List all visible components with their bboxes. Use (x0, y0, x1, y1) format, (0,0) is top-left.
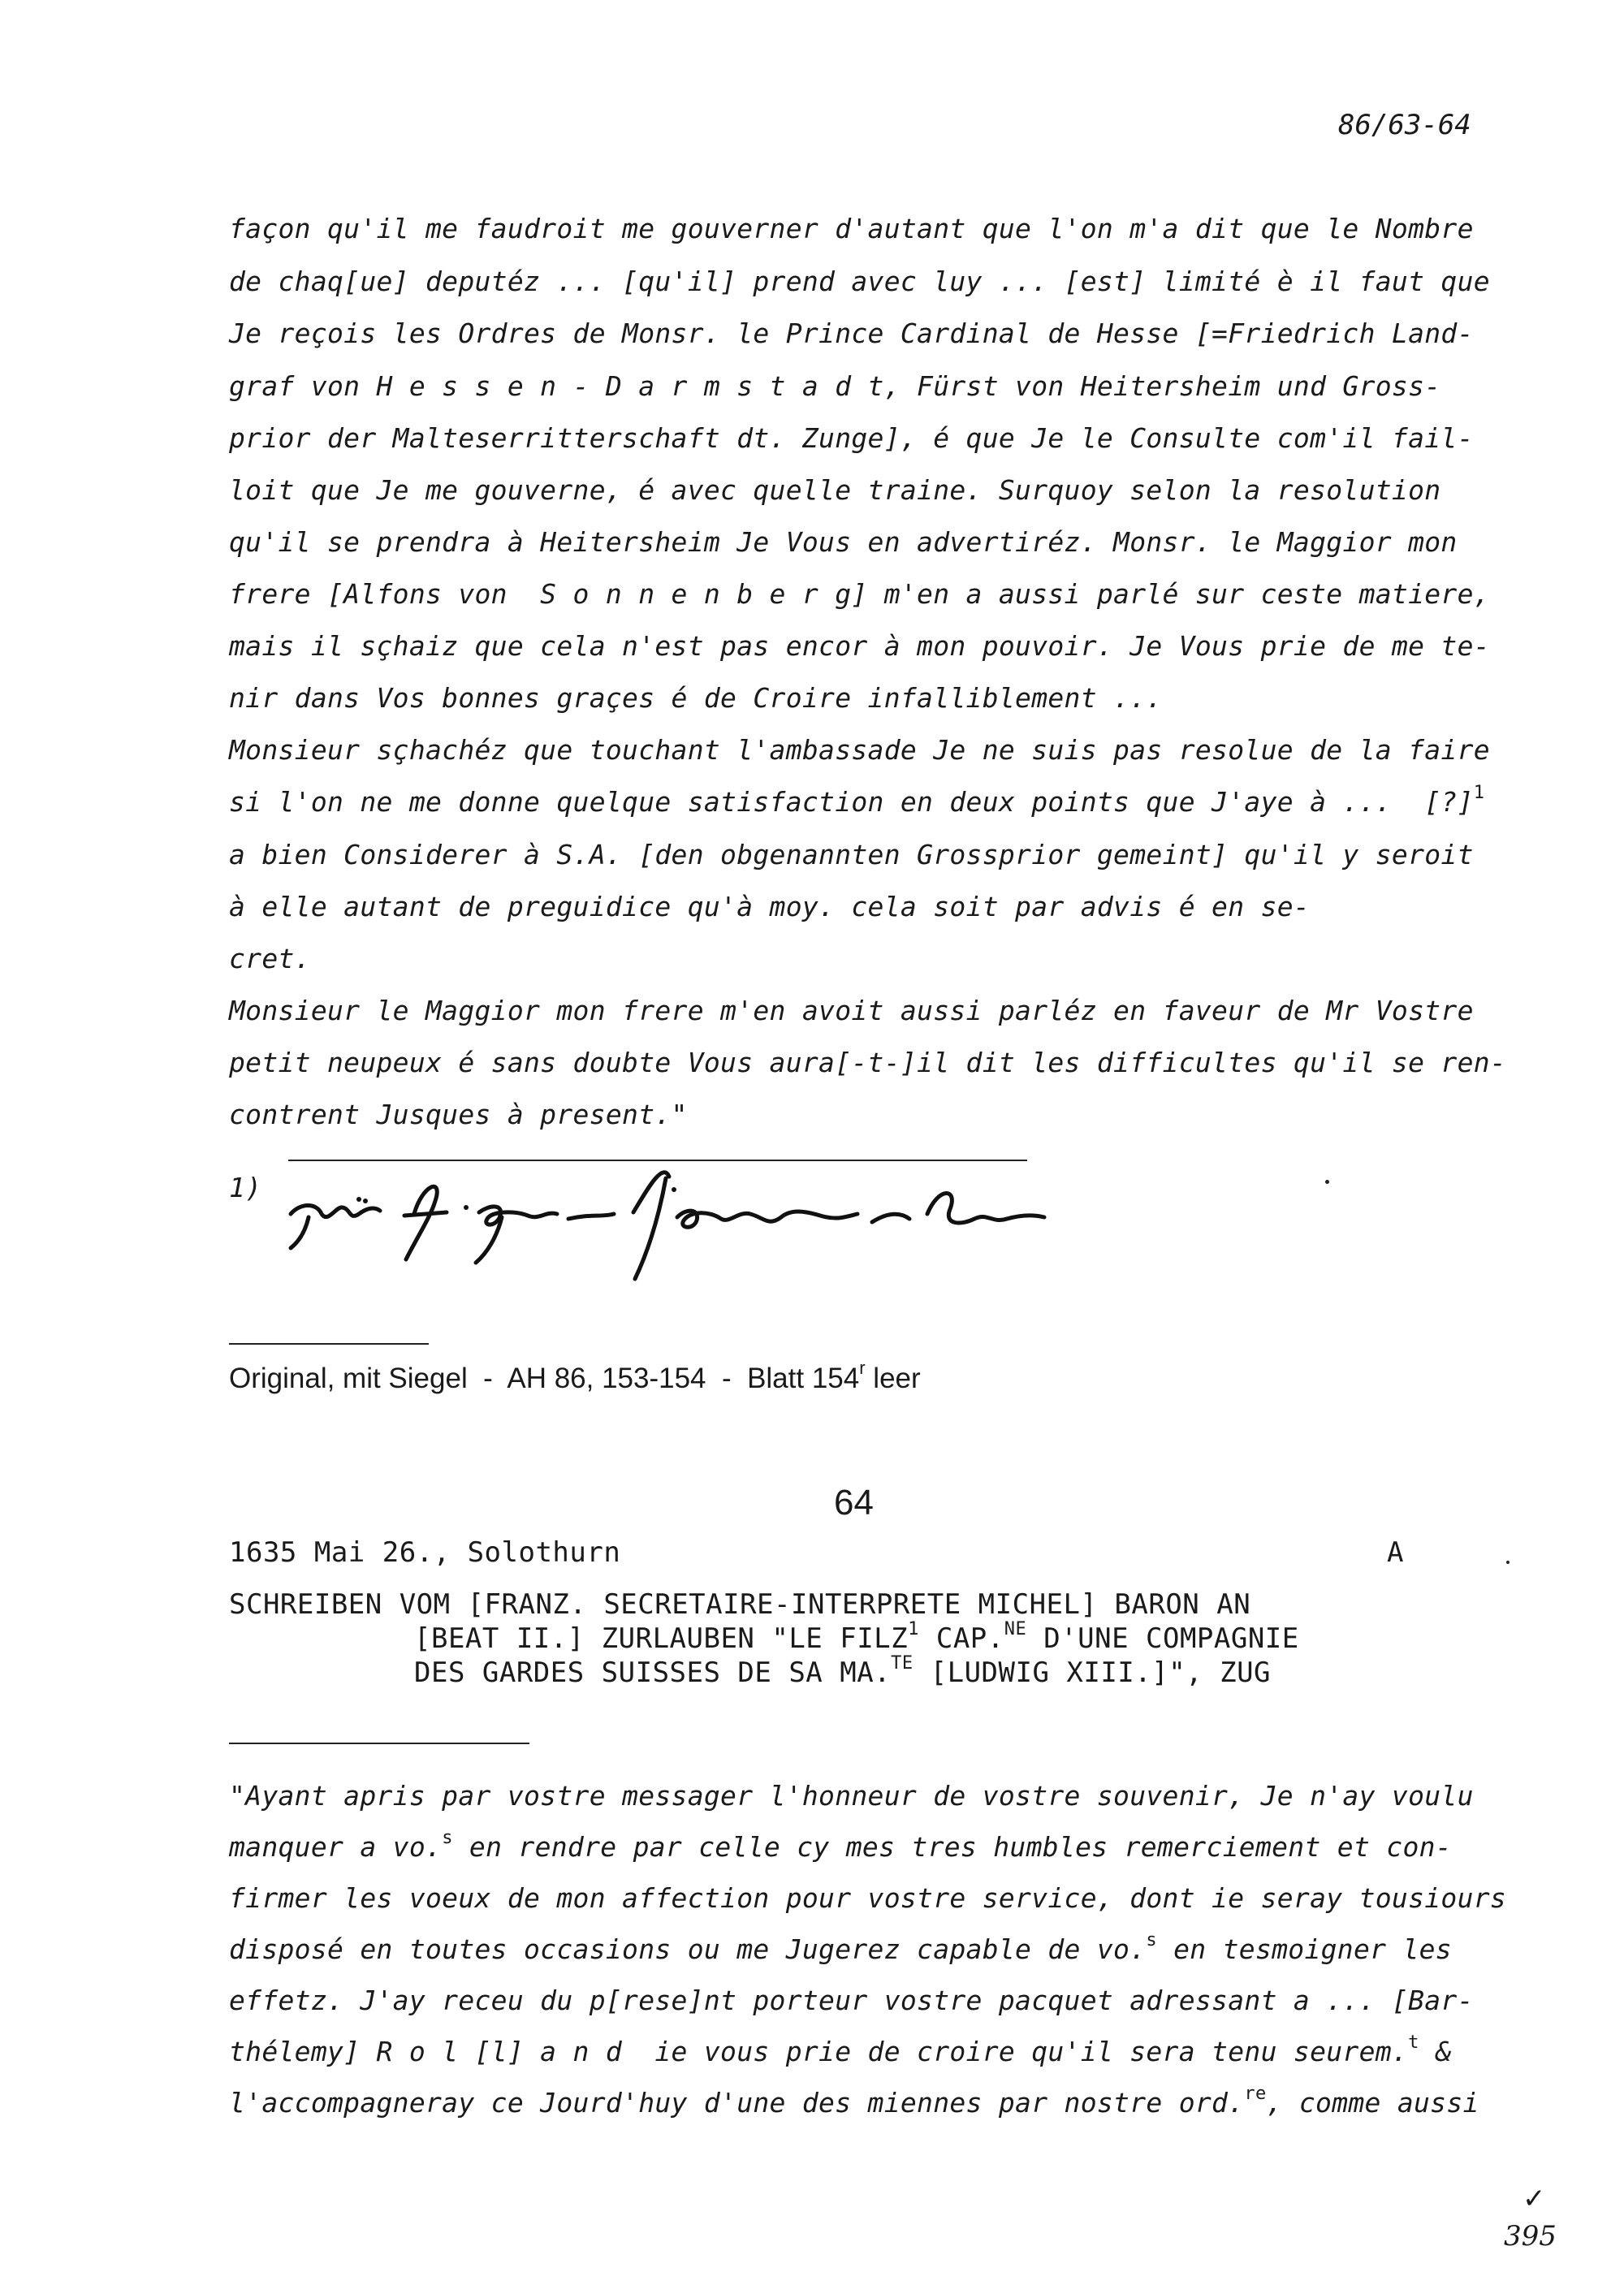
letter-line (229, 2084, 1479, 2119)
entry-number: 64 (834, 1483, 874, 1523)
body-line: de chaq[ue] deputéz ... [qu'il] prend avec luy ... [est] limité è il faut que (229, 266, 1490, 297)
body-line: loit que Je me gouverne, é avec quelle traine. Surquoy selon la resolution (229, 474, 1441, 506)
body-line: a bien Considerer à S.A. [den obgenannten Grossprior gemeint] qu'il y seroit (229, 839, 1474, 870)
body-line: qu'il se prendra à Heitersheim Je Vous en advertiréz. Monsr. le Maggior mon (229, 526, 1458, 558)
entry-letter: A (1387, 1536, 1404, 1569)
stray-dot (1325, 1180, 1329, 1184)
body-line: façon qu'il me faudroit me gouverner d'autant que l'on m'a dit que le Nombre (229, 213, 1474, 244)
letter-line-sup: s (1146, 1930, 1157, 1950)
handwriting-image (284, 1157, 1064, 1287)
footnote-marker: 1 (1473, 783, 1485, 803)
folio-number: 395 (1504, 2220, 1557, 2253)
entry-title-sup: 1 (908, 1618, 919, 1639)
body-line: contrent Jusques à present." (229, 1099, 688, 1130)
entry-title-part: CAP. (918, 1622, 1004, 1655)
entry-title-line (414, 1618, 1299, 1655)
source-note-text: Original, mit Siegel - AH 86, 153-154 - Blatt 154 (229, 1363, 860, 1394)
letter-line (229, 2032, 1452, 2067)
source-note-tail: leer (865, 1363, 921, 1394)
letter-line: effetz. J'ay receu du p[rese]nt porteur vostre pacquet adressant a ... [Bar- (229, 1985, 1474, 2016)
entry-title-part: [LUDWIG XIII.]", ZUG (913, 1656, 1272, 1689)
body-line: Monsieur le Maggior mon frere m'en avoit aussi parléz en faveur de Mr Vostre (229, 995, 1474, 1026)
entry-title-part: D'UNE COMPAGNIE (1026, 1622, 1299, 1655)
letter-line-part: en rendre par celle cy mes tres humbles remerciement et con- (452, 1831, 1452, 1863)
letter-line-part: l'accompagneray ce Jourd'huy d'une des miennes par nostre ord. (229, 2087, 1245, 2119)
check-mark: ✓ (1522, 2183, 1546, 2215)
body-line: mais il sçhaiz que cela n'est pas encor à mon pouvoir. Je Vous prie de me te- (229, 630, 1490, 662)
body-line: graf von H e s s e n - D a r m s t a d t, Fürst von Heitersheim und Gross- (229, 370, 1441, 402)
source-note-sup: r (859, 1358, 866, 1379)
stray-dot (1506, 1561, 1510, 1564)
entry-title-line: SCHREIBEN VOM [FRANZ. SECRETAIRE-INTERPRETE MICHEL] BARON AN (229, 1588, 1251, 1621)
letter-line-part: en tesmoigner les (1156, 1933, 1452, 1965)
body-line: prior der Malteserritterschaft dt. Zunge], é que Je le Consulte com'il fail- (229, 422, 1474, 454)
body-line: nir dans Vos bonnes graçes é de Croire infalliblement ... (229, 682, 1163, 714)
letter-line: "Ayant apris par vostre messager l'honneur de vostre souvenir, Je n'ay voulu (229, 1780, 1474, 1812)
letter-line-part: & (1419, 2036, 1452, 2067)
body-line: Je reçois les Ordres de Monsr. le Prince Cardinal de Hesse [=Friedrich Land- (229, 317, 1474, 349)
body-line (229, 783, 1485, 818)
footnote-label: 1) (229, 1172, 262, 1203)
letter-line-part: disposé en toutes occasions ou me Jugerez capable de vo. (229, 1933, 1147, 1965)
body-line: cret. (229, 943, 311, 974)
body-line: Monsieur sçhachéz que touchant l'ambassade Je ne suis pas resolue de la faire (229, 734, 1490, 766)
entry-date-place: 1635 Mai 26., Solothurn (229, 1536, 621, 1569)
source-rule (229, 1343, 429, 1345)
letter-line: firmer les voeux de mon affection pour vostre service, dont ie seray tousiours (229, 1882, 1507, 1914)
body-line-text: si l'on ne me donne quelque satisfaction en deux points que J'aye à ... [?] (229, 786, 1474, 818)
body-line: à elle autant de preguidice qu'à moy. cela soit par advis é en se- (229, 891, 1311, 922)
letter-line-part: manquer a vo. (229, 1831, 443, 1863)
letter-line (229, 1828, 1452, 1863)
letter-line-part: , comme aussi (1266, 2087, 1479, 2119)
source-note (229, 1358, 921, 1395)
body-line: petit neupeux é sans doubte Vous aura[-t-]il dit les difficultes qu'il se ren- (229, 1047, 1507, 1078)
letter-line-sup: t (1408, 2032, 1419, 2053)
entry-title-sup: NE (1004, 1618, 1027, 1639)
page-reference: 86/63-64 (1338, 109, 1471, 141)
letter-line-sup: s (442, 1828, 453, 1848)
entry-title-part: [BEAT II.] ZURLAUBEN "LE FILZ (414, 1622, 909, 1655)
entry-title-line (414, 1652, 1272, 1689)
letter-line-part: thélemy] R o l [l] a n d ie vous prie de croire qu'il sera tenu seurem. (229, 2036, 1409, 2067)
entry-title-part: DES GARDES SUISSES DE SA MA. (414, 1656, 892, 1689)
letter-line (229, 1930, 1452, 1965)
entry-title-sup: TE (891, 1652, 914, 1674)
entry-rule (229, 1743, 529, 1744)
body-line: frere [Alfons von S o n n e n b e r g] m'en a aussi parlé sur ceste matiere, (229, 578, 1490, 610)
letter-line-sup: re (1244, 2084, 1267, 2104)
